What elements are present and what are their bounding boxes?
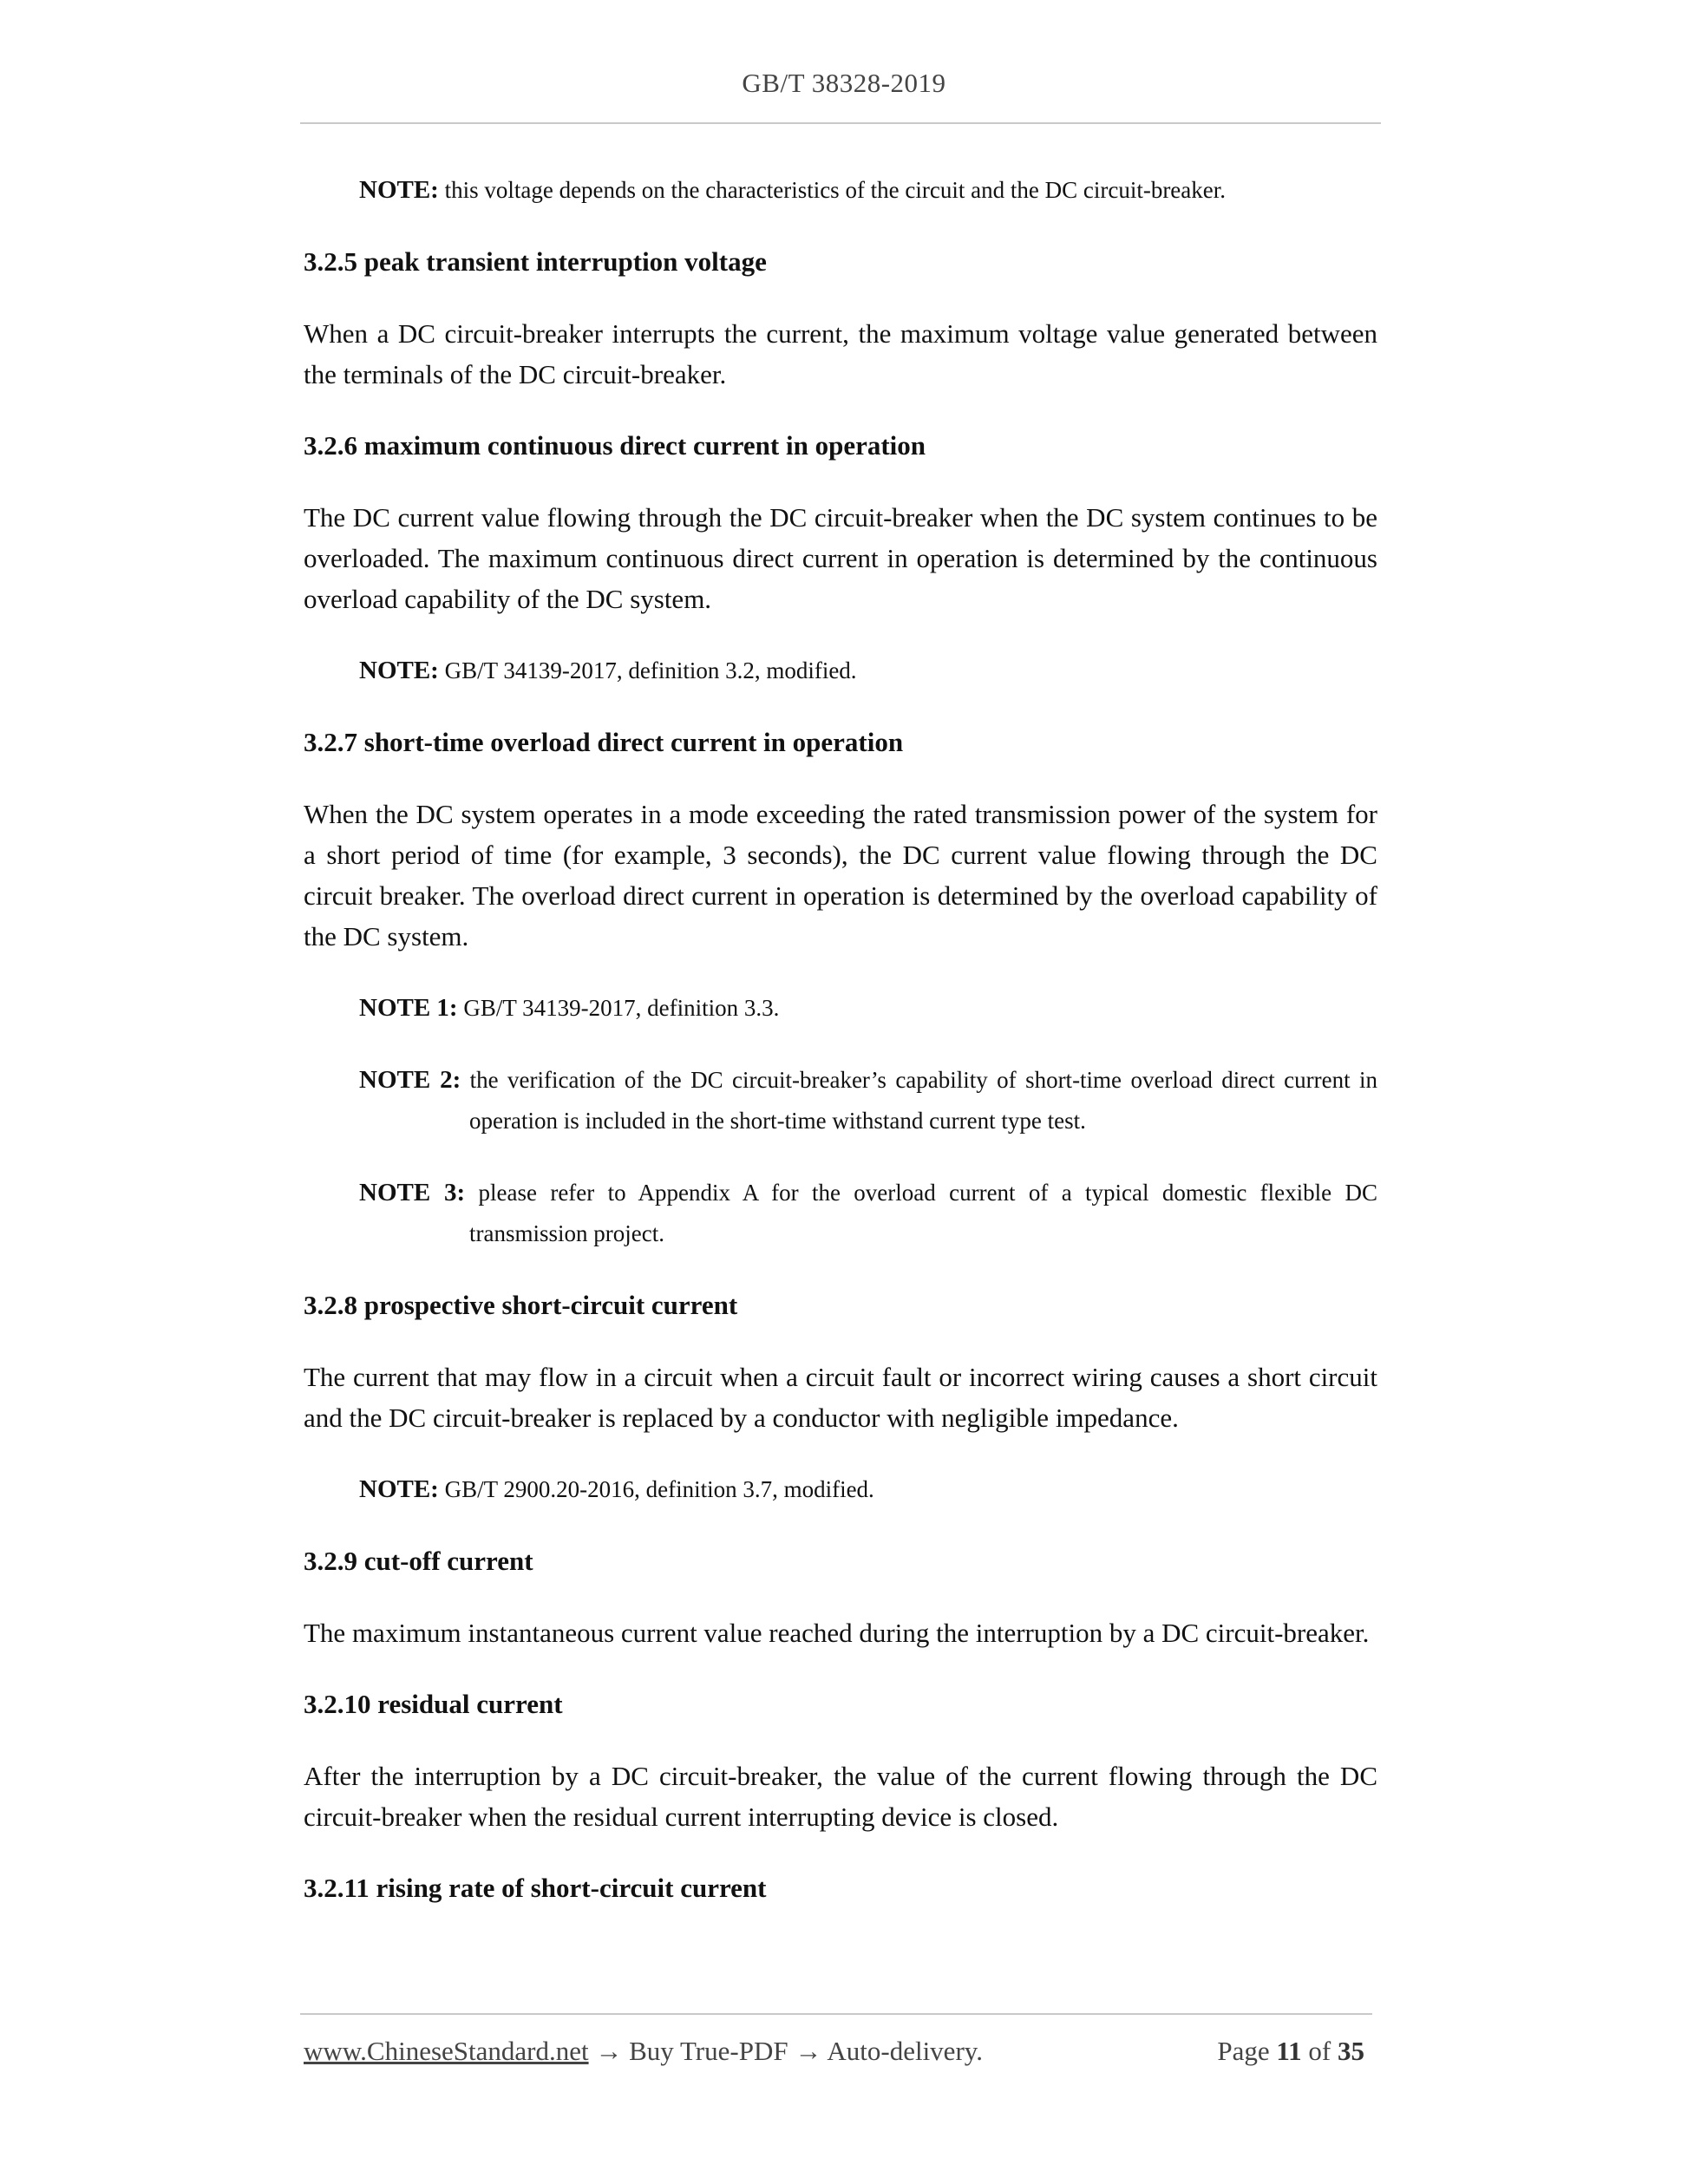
note-label: NOTE:: [359, 1475, 439, 1503]
note-2-3-2-7: [359, 1060, 1377, 1141]
footer-promo: [304, 2036, 983, 2067]
footer-promo-text: → Buy True-PDF → Auto-delivery.: [588, 2036, 983, 2066]
header-divider: [300, 122, 1381, 124]
note-text: GB/T 2900.20-2016, definition 3.7, modified.: [438, 1476, 874, 1502]
note-text: GB/T 34139-2017, definition 3.2, modified.: [438, 657, 857, 683]
of-word: of: [1308, 2036, 1331, 2066]
section-body-3-2-6: The DC current value flowing through the DC circuit-breaker when the DC system continues to be overloaded. The maximum continuous direct current in operation is determined by the continuous overload capability of the DC system.: [304, 502, 1377, 614]
chinesestandard-link[interactable]: www.ChineseStandard.net: [304, 2036, 589, 2066]
note-peak-interruption-context: [359, 170, 1377, 211]
section-heading-3-2-8: 3.2.8 prospective short-circuit current: [304, 1290, 738, 1320]
note-label: NOTE 3:: [359, 1179, 466, 1206]
note-label: NOTE:: [359, 657, 439, 684]
note-label: NOTE 2:: [359, 1066, 461, 1094]
note-3-2-6: [359, 651, 1377, 691]
document-body: [304, 170, 1377, 1939]
note-label: NOTE 1:: [359, 994, 458, 1022]
section-body-3-2-9: The maximum instantaneous current value reached during the interruption by a DC circuit-breaker.: [304, 1618, 1370, 1648]
page-indicator: [1217, 2036, 1364, 2067]
section-body-3-2-5: When a DC circuit-breaker interrupts the current, the maximum voltage value generated between the terminals of the DC circuit-breaker.: [304, 318, 1377, 389]
section-heading-3-2-11: 3.2.11 rising rate of short-circuit current: [304, 1873, 767, 1903]
note-label: NOTE:: [359, 176, 439, 204]
section-heading-3-2-10: 3.2.10 residual current: [304, 1689, 563, 1719]
current-page-number: 11: [1276, 2036, 1302, 2066]
page-word: Page: [1217, 2036, 1270, 2066]
note-3-2-8: [359, 1469, 1377, 1510]
section-body-3-2-10: After the interruption by a DC circuit-breaker, the value of the current flowing through the DC circuit-breaker when the residual current interrupting device is closed.: [304, 1761, 1377, 1832]
note-text: please refer to Appendix A for the overload current of a typical domestic flexible DC transmission project.: [465, 1180, 1377, 1246]
note-3-3-2-7: [359, 1173, 1377, 1254]
section-heading-3-2-9: 3.2.9 cut-off current: [304, 1546, 533, 1576]
total-page-count: 35: [1338, 2036, 1364, 2066]
section-body-3-2-8: The current that may flow in a circuit when a circuit fault or incorrect wiring causes a short circuit and the DC circuit-breaker is replaced by a conductor with negligible impedance.: [304, 1362, 1377, 1433]
note-text: GB/T 34139-2017, definition 3.3.: [457, 995, 780, 1021]
note-text: the verification of the DC circuit-breaker’s capability of short-time overload direct current in operation is included in the short-time withstand current type test.: [461, 1067, 1377, 1134]
section-body-3-2-7: When the DC system operates in a mode exceeding the rated transmission power of the system for a short period of time (for example, 3 seconds), the DC current value flowing through the DC circuit breaker. The overload direct current in operation is determined by the overload capability of the DC system.: [304, 799, 1377, 951]
section-heading-3-2-5: 3.2.5 peak transient interruption voltage: [304, 246, 767, 277]
section-heading-3-2-6: 3.2.6 maximum continuous direct current in operation: [304, 430, 926, 461]
document-number-header: GB/T 38328-2019: [742, 68, 946, 98]
note-text: this voltage depends on the characteristics of the circuit and the DC circuit-breaker.: [438, 177, 1227, 203]
section-heading-3-2-7: 3.2.7 short-time overload direct current in operation: [304, 727, 904, 757]
footer-divider: [300, 2013, 1372, 2015]
note-1-3-2-7: [359, 988, 1377, 1029]
